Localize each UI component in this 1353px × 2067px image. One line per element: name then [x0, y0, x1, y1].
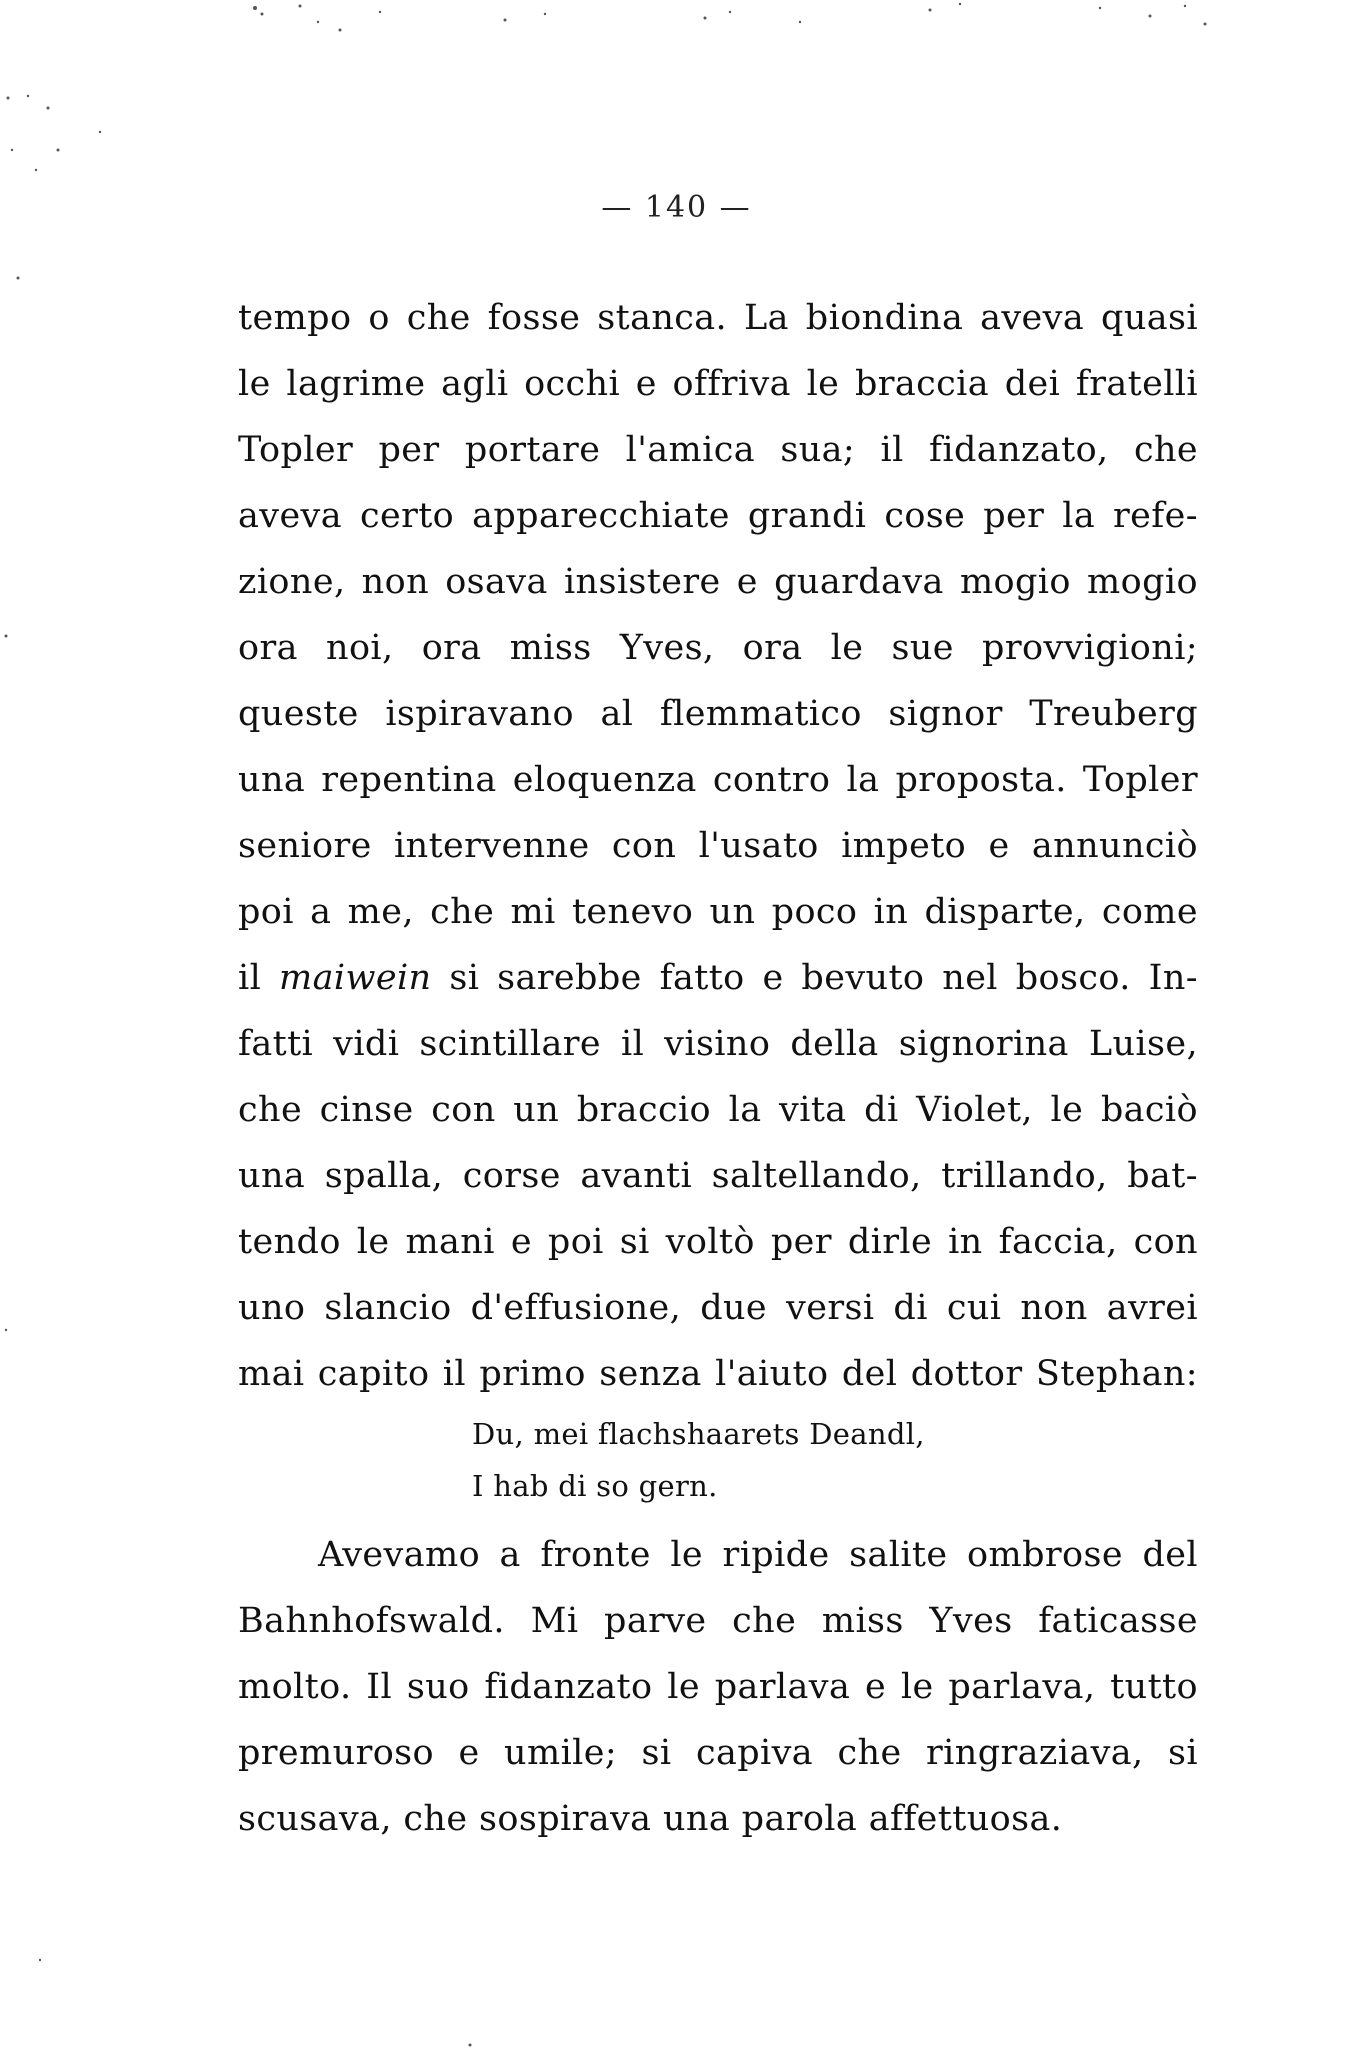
text-line: tempo o che fosse stanca. La biondina aveva quasi	[238, 298, 1198, 338]
text-line: che cinse con un braccio la vita di Violet, le baciò	[238, 1090, 1198, 1130]
verse-line: Du, mei flachshaarets Deandl,	[472, 1417, 925, 1451]
text-line: aveva certo apparecchiate grandi cose per la refe-	[238, 496, 1198, 536]
text-line: premuroso e umile; si capiva che ringraziava, si	[238, 1733, 1198, 1773]
text-line: una repentina eloquenza contro la proposta. Topler	[238, 760, 1198, 800]
text-line: zione, non osava insistere e guardava mogio mogio	[238, 562, 1198, 602]
text-line: scusava, che sospirava una parola affettuosa.	[238, 1799, 1063, 1839]
text-line: mai capito il primo senza l'aiuto del dottor Stephan:	[238, 1354, 1198, 1394]
text-line: Topler per portare l'amica sua; il fidanzato, che	[238, 430, 1198, 470]
text-line: ora noi, ora miss Yves, ora le sue provvigioni;	[238, 628, 1198, 668]
text-line: seniore intervenne con l'usato impeto e annunciò	[238, 826, 1198, 866]
text-line: molto. Il suo fidanzato le parlava e le parlava, tutto	[238, 1667, 1198, 1707]
italic-word: maiwein	[279, 958, 432, 998]
text-fragment: si sarebbe fatto e bevuto nel bosco. In-	[431, 958, 1199, 998]
text-fragment: il	[238, 958, 280, 998]
text-line-with-italic	[238, 945, 1198, 1011]
text-line: Bahnhofswald. Mi parve che miss Yves faticasse	[238, 1601, 1198, 1641]
text-line: tendo le mani e poi si voltò per dirle in faccia, con	[238, 1222, 1198, 1262]
text-line: Avevamo a fronte le ripide salite ombrose del	[318, 1535, 1198, 1575]
verse-quote	[472, 1408, 925, 1512]
page-number: — 140 —	[601, 190, 752, 225]
paragraph-1	[238, 285, 1198, 1407]
paragraph-2	[238, 1522, 1198, 1852]
verse-line: I hab di so gern.	[472, 1469, 718, 1503]
text-line: le lagrime agli occhi e offriva le braccia dei fratelli	[238, 364, 1198, 404]
text-line: queste ispiravano al flemmatico signor Treuberg	[238, 694, 1198, 734]
text-line: uno slancio d'effusione, due versi di cui non avrei	[238, 1288, 1198, 1328]
text-line: poi a me, che mi tenevo un poco in disparte, come	[238, 892, 1198, 932]
text-line: fatti vidi scintillare il visino della signorina Luise,	[238, 1024, 1198, 1064]
text-line: una spalla, corse avanti saltellando, trillando, bat-	[238, 1156, 1198, 1196]
